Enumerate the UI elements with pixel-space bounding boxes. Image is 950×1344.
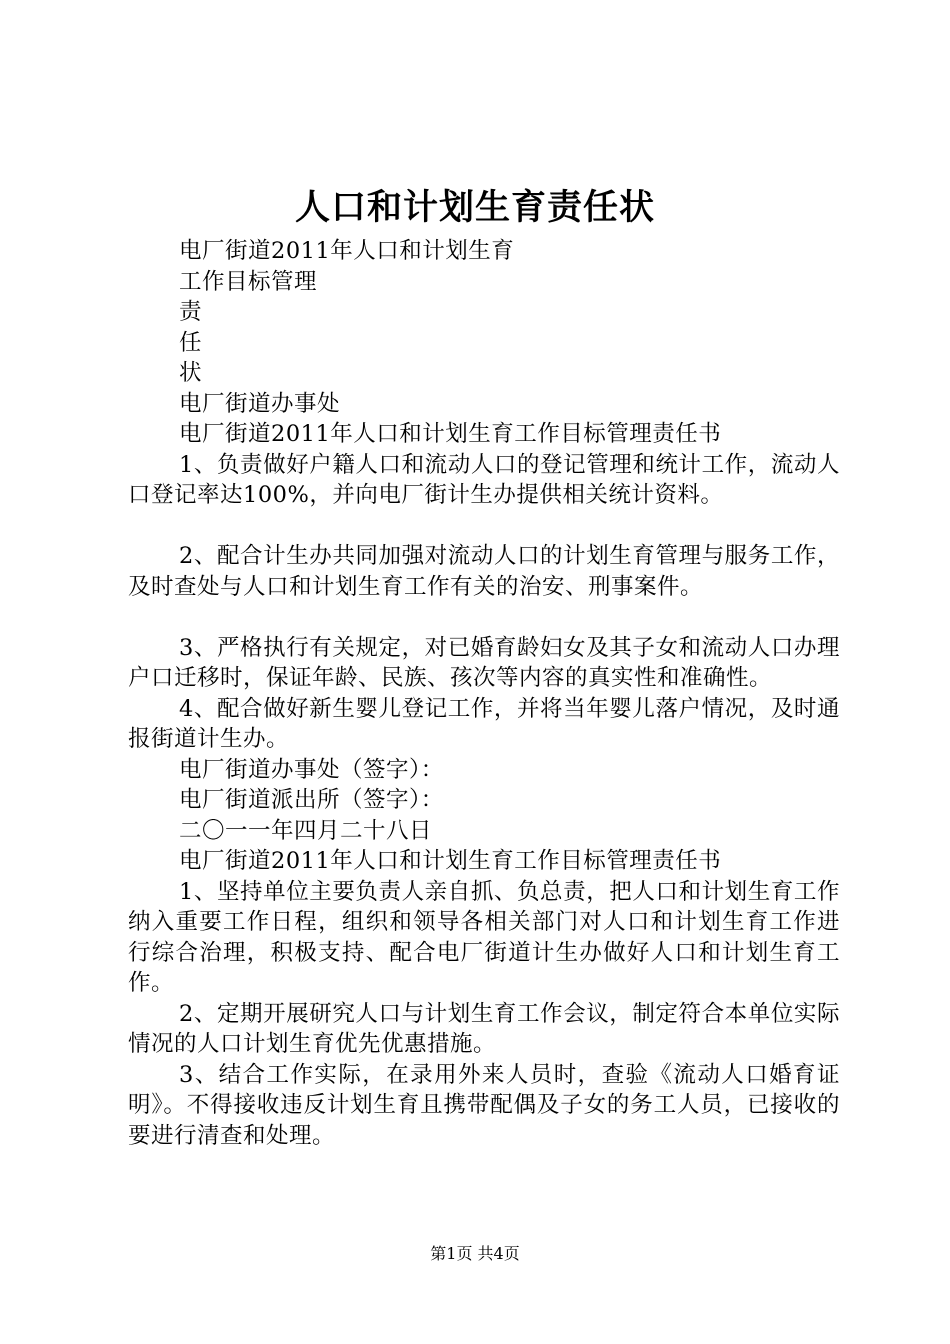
header-line: 工作目标管理 — [179, 268, 318, 295]
section1-item: 1、负责做好户籍人口和流动人口的登记管理和统计工作，流动人口登记率达100%，并向电厂街计生办提供相关统计资料。 — [128, 451, 840, 508]
signature-line: 电厂街道派出所（签字）： — [179, 787, 444, 813]
header-line: 责 — [179, 299, 203, 325]
document-title: 人口和计划生育责任状 — [294, 187, 655, 228]
header-line: 状 — [179, 360, 203, 386]
header-line: 电厂街道2011年人口和计划生育 — [179, 238, 515, 264]
section1-item: 4、配合做好新生婴儿登记工作，并将当年婴儿落户情况，及时通报街道计生办。 — [128, 695, 840, 752]
document-body — [128, 236, 840, 1151]
header-line: 任 — [179, 329, 203, 356]
spacer — [128, 511, 840, 542]
header-line: 电厂街道办事处 — [179, 390, 341, 417]
section-heading: 电厂街道2011年人口和计划生育工作目标管理责任书 — [179, 421, 722, 447]
page-number: 第1页 共4页 — [430, 1244, 520, 1263]
date-line: 二〇一一年四月二十八日 — [179, 817, 433, 844]
section2-item: 2、定期开展研究人口与计划生育工作会议，制定符合本单位实际情况的人口计划生育优先优惠措施。 — [128, 1000, 840, 1057]
spacer — [128, 602, 840, 633]
section1-item: 3、严格执行有关规定，对已婚育龄妇女及其子女和流动人口办理户口迁移时，保证年龄、民族、孩次等内容的真实性和准确性。 — [128, 634, 840, 691]
signature-line: 电厂街道办事处（签字）： — [179, 756, 444, 783]
section2-item: 1、坚持单位主要负责人亲自抓、负总责，把人口和计划生育工作纳入重要工作日程，组织和领导各相关部门对人口和计划生育工作进行综合治理，积极支持、配合电厂街道计生办做好人口和计划生育工作。 — [128, 878, 840, 996]
section1-item: 2、配合计生办共同加强对流动人口的计划生育管理与服务工作，及时查处与人口和计划生育工作有关的治安、刑事案件。 — [128, 543, 840, 600]
section-heading: 电厂街道2011年人口和计划生育工作目标管理责任书 — [179, 848, 722, 874]
section2-item: 3、结合工作实际，在录用外来人员时，查验《流动人口婚育证明》。不得接收违反计划生育且携带配偶及子女的务工人员，已接收的要进行清查和处理。 — [128, 1061, 840, 1149]
